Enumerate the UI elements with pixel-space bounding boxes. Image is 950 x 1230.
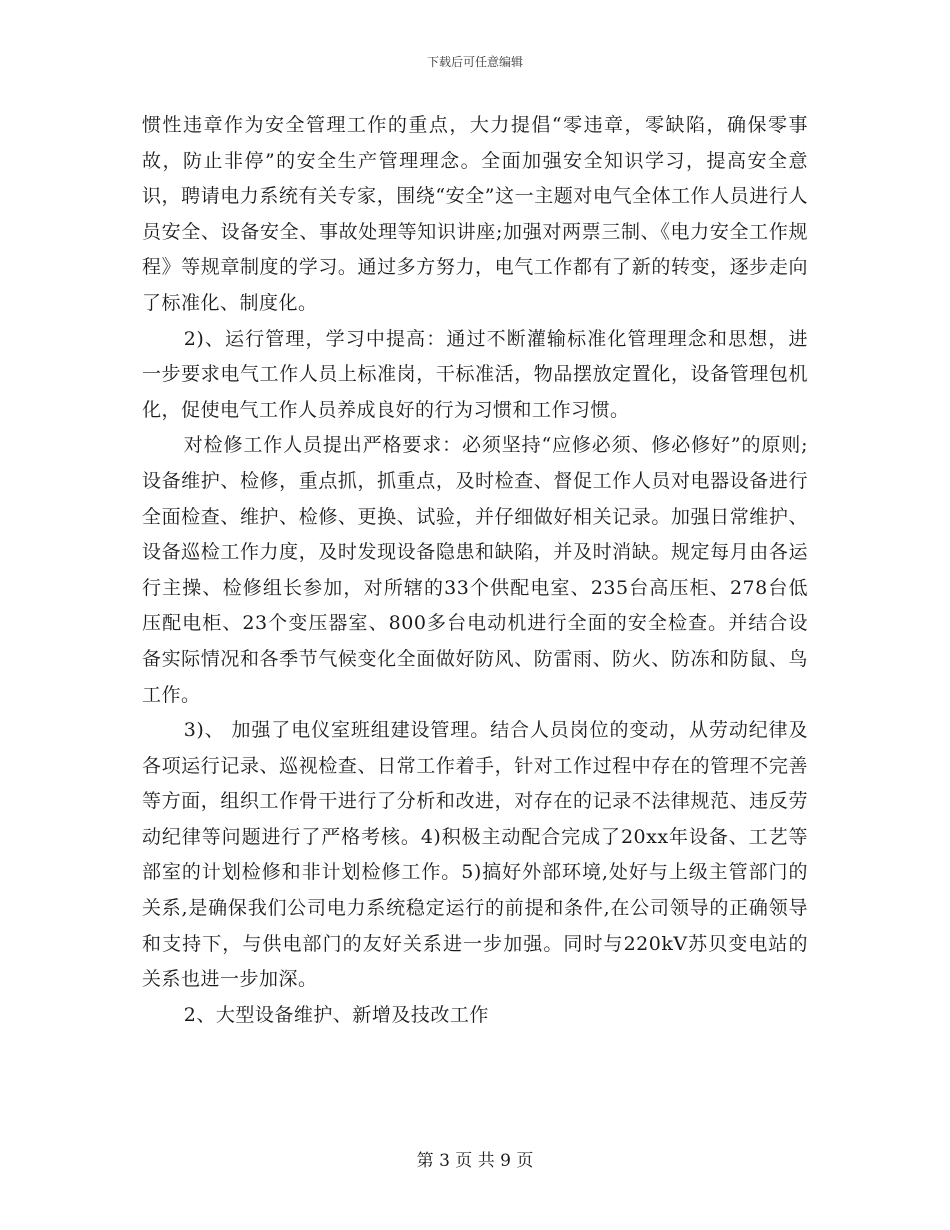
section-heading-equipment-maintenance: 2、大型设备维护、新增及技改工作 bbox=[183, 1003, 489, 1026]
paragraph-maintenance-requirements: 对检修工作人员提出严格要求：必须坚持“应修必须、修必修好”的原则;设备维护、检修，重点抓，抓重点，及时检查、督促工作人员对电器设备进行全面检查、维护、检修、更换、试验，并仔细做好相关记录。加强日常维护、设备巡检工作力度，及时发现设备隐患和缺陷，并及时消缺。规定每月由各运行主操、检修组长参加，对所辖的33个供配电室、235台高压柜、278台低压配电柜、23个变压器室、800多台电动机进行全面的安全检查。并结合设备实际情况和各季节气候变化全面做好防风、防雷雨、防火、防冻和防鼠、鸟工作。 bbox=[142, 434, 808, 706]
paragraph-safety-management: 惯性违章作为安全管理工作的重点，大力提倡“零违章，零缺陷，确保零事故，防止非停”的安全生产管理理念。全面加强安全知识学习，提高安全意识，聘请电力系统有关专家，围绕“安全”这一主题对电气全体工作人员进行人员安全、设备安全、事故处理等知识讲座;加强对两票三制、《电力安全工作规程》等规章制度的学习。通过多方努力，电气工作都有了新的转变，逐步走向了标准化、制度化。 bbox=[142, 114, 808, 314]
page-header-note: 下载后可任意编辑 bbox=[426, 55, 523, 69]
paragraph-team-building: 3)、 加强了电仪室班组建设管理。结合人员岗位的变动，从劳动纪律及各项运行记录、巡视检查、日常工作着手，针对工作过程中存在的管理不完善等方面，组织工作骨干进行了分析和改进，对存在的记录不法律规范、违反劳动纪律等问题进行了严格考核。4)积极主动配合完成了20xx年设备、工艺等部室的计划检修和非计划检修工作。5)搞好外部环境,处好与上级主管部门的关系,是确保我们公司电力系统稳定运行的前提和条件,在公司领导的正确领导和支持下，与供电部门的友好关系进一步加强。同时与220kV苏贝变电站的关系也进一步加深。 bbox=[142, 719, 808, 991]
document-body bbox=[142, 108, 808, 1033]
page-number-footer: 第 3 页 共 9 页 bbox=[416, 1151, 534, 1171]
paragraph-operation-management: 2)、运行管理，学习中提高：通过不断灌输标准化管理理念和思想，进一步要求电气工作人员上标准岗，干标准活，物品摆放定置化，设备管理包机化，促使电气工作人员养成良好的行为习惯和工作习惯。 bbox=[142, 327, 808, 421]
